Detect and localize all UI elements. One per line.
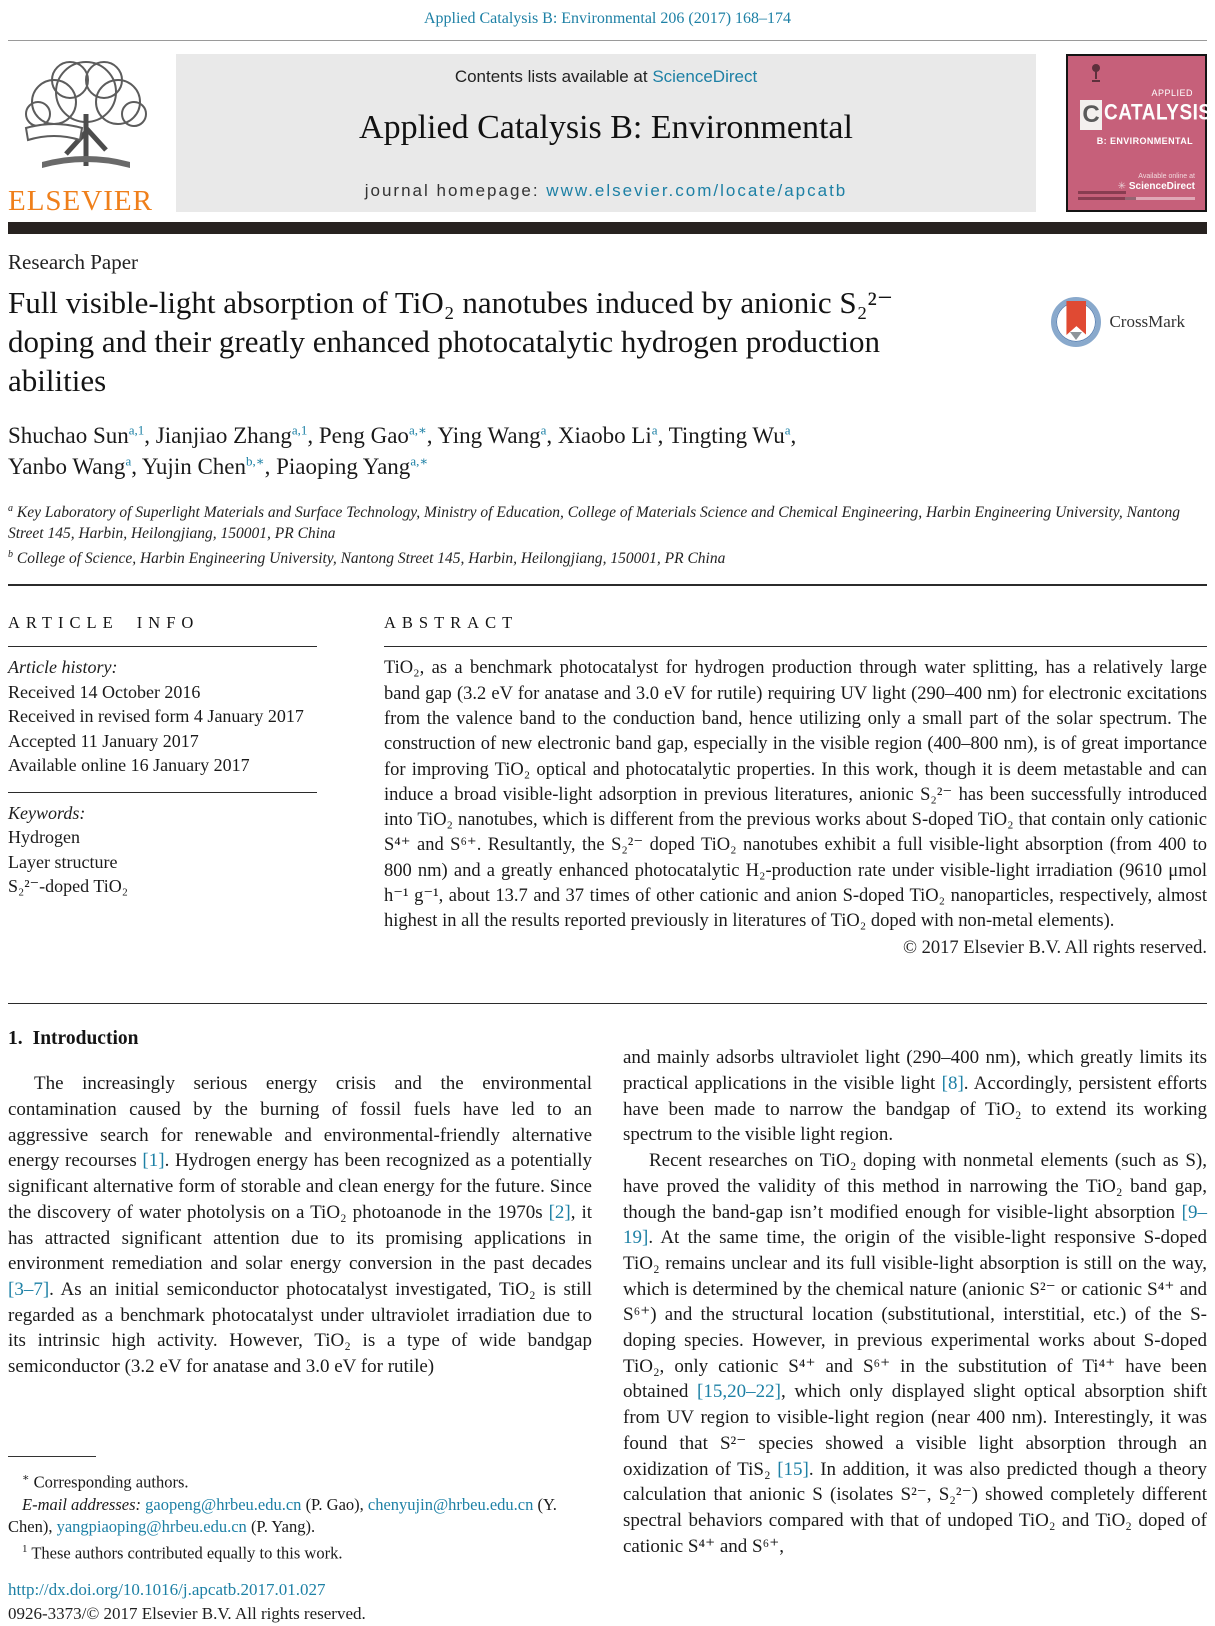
text-run: (Y. Chen), [8, 1494, 557, 1536]
text-run: and mainly adsorbs ultraviolet light (290–400 nm), which greatly limits its practical applications in the visible light [623, 1047, 1207, 1095]
email-addresses-note [8, 1494, 592, 1538]
email-link[interactable]: yangpiaoping@hrbeu.edu.cn [56, 1516, 247, 1536]
issn-copyright-line: 0926-3373/© 2017 Elsevier B.V. All rights reserved. [8, 1604, 366, 1624]
body-divider-rule [8, 1003, 1207, 1004]
cover-available-line: Available online at [1138, 173, 1195, 180]
title-block [8, 283, 1207, 400]
text-run: . In addition, it was also predicted though a theory calculation that anionic S (isolates S²⁻, S₂²⁻) showed completely different spectral behaviors compared with that of undoped TiO₂ and TiO₂ doped of cationic S⁴⁺ and S⁶⁺, [623, 1458, 1208, 1557]
contents-line [176, 67, 1036, 87]
article-history-label: Article history: [8, 657, 118, 678]
crossmark-arrow-icon [1070, 332, 1082, 340]
page-footer [8, 1578, 1207, 1626]
cover-tree-icon [1090, 63, 1102, 83]
author-affil-sup[interactable]: a,1 [291, 422, 308, 438]
masthead-divider-bar [8, 222, 1207, 234]
section-heading: 1. Introduction [8, 1028, 139, 1050]
author: Jianjiao Zhang$^{a,1}$, [155, 422, 319, 448]
article-info-heading: ARTICLE INFO [8, 613, 200, 633]
reference-link[interactable]: [3–7] [8, 1278, 50, 1300]
abstract-heading: ABSTRACT [384, 613, 519, 633]
homepage-prefix: journal homepage: [364, 181, 547, 200]
cover-applied-label: APPLIED [1151, 88, 1193, 98]
text-run: . As an initial semiconductor photocatalyst investigated, TiO₂ is still regarded as a benchmark photocatalyst under ultraviolet irradiation due to its intrinsic high activity. However, TiO₂ is a type of wide bandgap semiconductor (3.2 eV for anatase and 3.0 eV for rutile) [8, 1278, 592, 1378]
abstract-column [384, 586, 1207, 988]
history-entry: Received 14 October 2016 [8, 681, 201, 702]
crossmark-icon [1051, 297, 1101, 347]
journal-homepage-link[interactable]: www.elsevier.com/locate/apcatb [546, 181, 848, 200]
journal-citation: Applied Catalysis B: Environmental 206 (2017) 168–174 [423, 10, 792, 27]
text-run: (P. Yang). [246, 1516, 316, 1536]
top-rule [8, 40, 1207, 41]
author: Yanbo Wang$^a$, [8, 453, 142, 479]
footnotes-block [8, 1456, 592, 1564]
keyword: Hydrogen [8, 827, 80, 848]
author-affil-sup[interactable]: a [125, 453, 132, 469]
corresponding-authors-note: ∗ Corresponding authors. [22, 1472, 189, 1492]
text-run: . Accordingly, persistent efforts have been made to narrow the bandgap of TiO₂ to extend its working spectrum to the visible light region. [623, 1073, 1207, 1146]
contents-prefix: Contents lists available at [454, 67, 653, 86]
elsevier-wordmark: ELSEVIER [8, 185, 153, 217]
journal-masthead [8, 54, 1212, 217]
keywords-rule [8, 792, 317, 793]
text-run: (P. Gao), [301, 1494, 368, 1514]
reference-link[interactable]: [15,20–22] [697, 1381, 781, 1403]
history-entry: Accepted 11 January 2017 [8, 730, 199, 751]
footnote-rule [8, 1456, 96, 1457]
author: Shuchao Sun$^{a,1}$, [8, 422, 156, 448]
author-affil-sup[interactable]: b,∗ [246, 453, 265, 469]
reference-link[interactable]: [2] [548, 1201, 571, 1223]
author-affil-sup[interactable]: a [784, 422, 791, 438]
text-run: , which only displayed slight optical absorption shift from UV region to visible-light region (near 400 nm). Interestingly, it was found that S²⁻ species showed a visible light absorption through an oxidization of TiS₂ [623, 1381, 1207, 1480]
copyright-line: © 2017 Elsevier B.V. All rights reserved. [902, 937, 1207, 958]
keyword: Layer structure [8, 851, 118, 872]
author-affil-sup[interactable]: a [540, 422, 547, 438]
equal-contribution-note: $^1$ These authors contributed equally to this work. [22, 1542, 343, 1563]
elsevier-logo[interactable] [8, 54, 176, 217]
journal-header-box [176, 54, 1036, 212]
introduction-section [8, 1024, 1207, 1564]
column-spacer [8, 1380, 592, 1457]
text-run: E-mail addresses: [22, 1494, 146, 1514]
reference-link[interactable]: [15] [777, 1458, 809, 1480]
article-title: Full visible-light absorption of TiO₂ nanotubes induced by anionic S₂²⁻ doping and their greatly enhanced photocatalytic hydrogen production abilities [8, 285, 894, 398]
author: Tingting Wu$^a$, [668, 422, 797, 448]
journal-title: Applied Catalysis B: Environmental [359, 109, 853, 146]
history-entry: Received in revised form 4 January 2017 [8, 706, 304, 727]
author-affil-sup[interactable]: a,∗ [410, 453, 429, 469]
reference-link[interactable]: [9–19] [623, 1201, 1207, 1249]
right-column [623, 1024, 1207, 1564]
author: Piaoping Yang$^{a,∗}$ [276, 453, 429, 479]
affiliation: $^a$ Key Laboratory of Superlight Materials and Surface Technology, Ministry of Education, College of Materials Science and Chemical Engineering, Harbin Engineering University, Nantong Street 145, Harbin, Heilongjiang, 150001, PR China [8, 503, 1180, 543]
author-list [8, 420, 1028, 482]
history-entry: Available online 16 January 2017 [8, 755, 250, 776]
elsevier-tree-icon [8, 54, 164, 178]
doi-link[interactable]: http://dx.doi.org/10.1016/j.apcatb.2017.01.027 [8, 1580, 326, 1600]
author-affil-sup[interactable]: a,∗ [408, 422, 427, 438]
left-column [8, 1024, 592, 1564]
reference-link[interactable]: [8] [941, 1073, 964, 1095]
author: Yujin Chen$^{b,∗}$, [141, 453, 277, 479]
author: Xiaobo Li$^a$, [557, 422, 669, 448]
author-affil-sup[interactable]: a [651, 422, 658, 438]
cover-decorative-line [1078, 197, 1136, 200]
text-run: The increasingly serious energy crisis and the environmental contamination caused by the burning of fossil fuels have led to an aggressive search for renewable and environmental-friendly alternative energy recourses [8, 1073, 592, 1172]
crossmark-label: CrossMark [1109, 312, 1185, 331]
crossmark-ribbon-icon [1066, 301, 1086, 335]
author-affil-sup[interactable]: a,1 [128, 422, 145, 438]
keywords-label: Keywords: [8, 802, 86, 823]
homepage-line [176, 181, 1036, 201]
text-run: . Hydrogen energy has been recognized as a potentially significant alternative form of storable and clean energy for the future. Since the discovery of water photolysis on a TiO₂ photoanode in the 1970s [8, 1150, 592, 1223]
affiliation-list [8, 498, 1207, 569]
journal-cover-thumbnail[interactable] [1066, 54, 1212, 212]
cover-c-monogram: C [1080, 100, 1102, 130]
cover-sciencedirect-label: ✳ ScienceDirect [1117, 181, 1195, 192]
abstract-text: TiO₂, as a benchmark photocatalyst for hydrogen production through water splitting, has a relatively large band gap (3.2 eV for anatase and 3.0 eV for rutile) requiring UV light (290–400 nm) for electronic excitations from the valence band to the conduction band, hence utilizing only a small part of the solar spectrum. The construction of new electronic band gap, especially in the visible region (400–800 nm), is of great importance for improving TiO₂ optical and photocatalytic properties. In this work, though it is deem metastable and can induce a broad visible-light adsorption in previous literatures, anionic S₂²⁻ has been successfully introduced into TiO₂ nanotubes, which is different from the previous works about S-doped TiO₂ that contain only cationic S⁴⁺ and S⁶⁺. Resultantly, the S₂²⁻ doped TiO₂ nanotubes exhibit a full visible-light absorption (from 400 to 800 nm) and a greatly enhanced photocatalytic H₂-production rate under visible-light irradiation (9610 μmol h⁻¹ g⁻¹, about 13.7 and 37 times of other cationic and anion S-doped TiO₂ nanoparticles, respectively, almost highest in all the results reported previously in literatures of TiO₂ doped with non-metal elements). [384, 658, 1207, 932]
article-info-rule [8, 646, 317, 647]
author: Ying Wang$^a$, [437, 422, 558, 448]
keyword: S₂²⁻-doped TiO₂ [8, 876, 128, 897]
author: Peng Gao$^{a,∗}$, [318, 422, 438, 448]
article-type-label: Research Paper [8, 250, 139, 274]
sciencedirect-star-icon: ✳ [1117, 181, 1127, 192]
reference-link[interactable]: [1] [142, 1150, 165, 1172]
abstract-rule [384, 646, 1207, 647]
affiliation: $^b$ College of Science, Harbin Engineering University, Nantong Street 145, Harbin, Heilongjiang, 150001, PR China [8, 549, 726, 568]
article-info-column [8, 586, 317, 988]
body-paragraph [623, 1148, 1207, 1559]
text-run: . At the same time, the origin of the visible-light responsive S-doped TiO₂ remains unclear and its full visible-light absorption is still on the way, which is determined by the chemical nature (anionic S²⁻ or cationic S⁴⁺ and S⁶⁺) and the structural location (substitutional, interstitial, etc.) of the S-doping species. However, in previous experimental works about S-doped TiO₂, only cationic S⁴⁺ and S⁶⁺ in the substitution of Ti⁴⁺ have been obtained [623, 1227, 1207, 1403]
text-run: , it has attracted significant attention due to its promising applications in environment remediation and solar energy conversion in the past decades [8, 1201, 592, 1275]
email-link[interactable]: gaopeng@hrbeu.edu.cn [145, 1494, 302, 1514]
cover-catalysis-title: CATALYSIS [1104, 101, 1212, 126]
sciencedirect-link[interactable]: ScienceDirect [652, 67, 758, 86]
cover-subtitle: B: ENVIRONMENTAL [1096, 136, 1193, 146]
cover-decorative-line [1078, 191, 1126, 194]
email-link[interactable]: chenyujin@hrbeu.edu.cn [367, 1494, 534, 1514]
body-paragraph [623, 1045, 1207, 1148]
body-paragraph [8, 1071, 592, 1379]
text-run: Recent researches on TiO₂ doping with nonmetal elements (such as S), have proved the validity of this method in narrowing the TiO₂ band gap, though the band-gap isn’t modified enough for visible-light absorption [623, 1150, 1207, 1223]
info-abstract-section [8, 586, 1207, 988]
crossmark-badge[interactable] [1051, 297, 1185, 347]
